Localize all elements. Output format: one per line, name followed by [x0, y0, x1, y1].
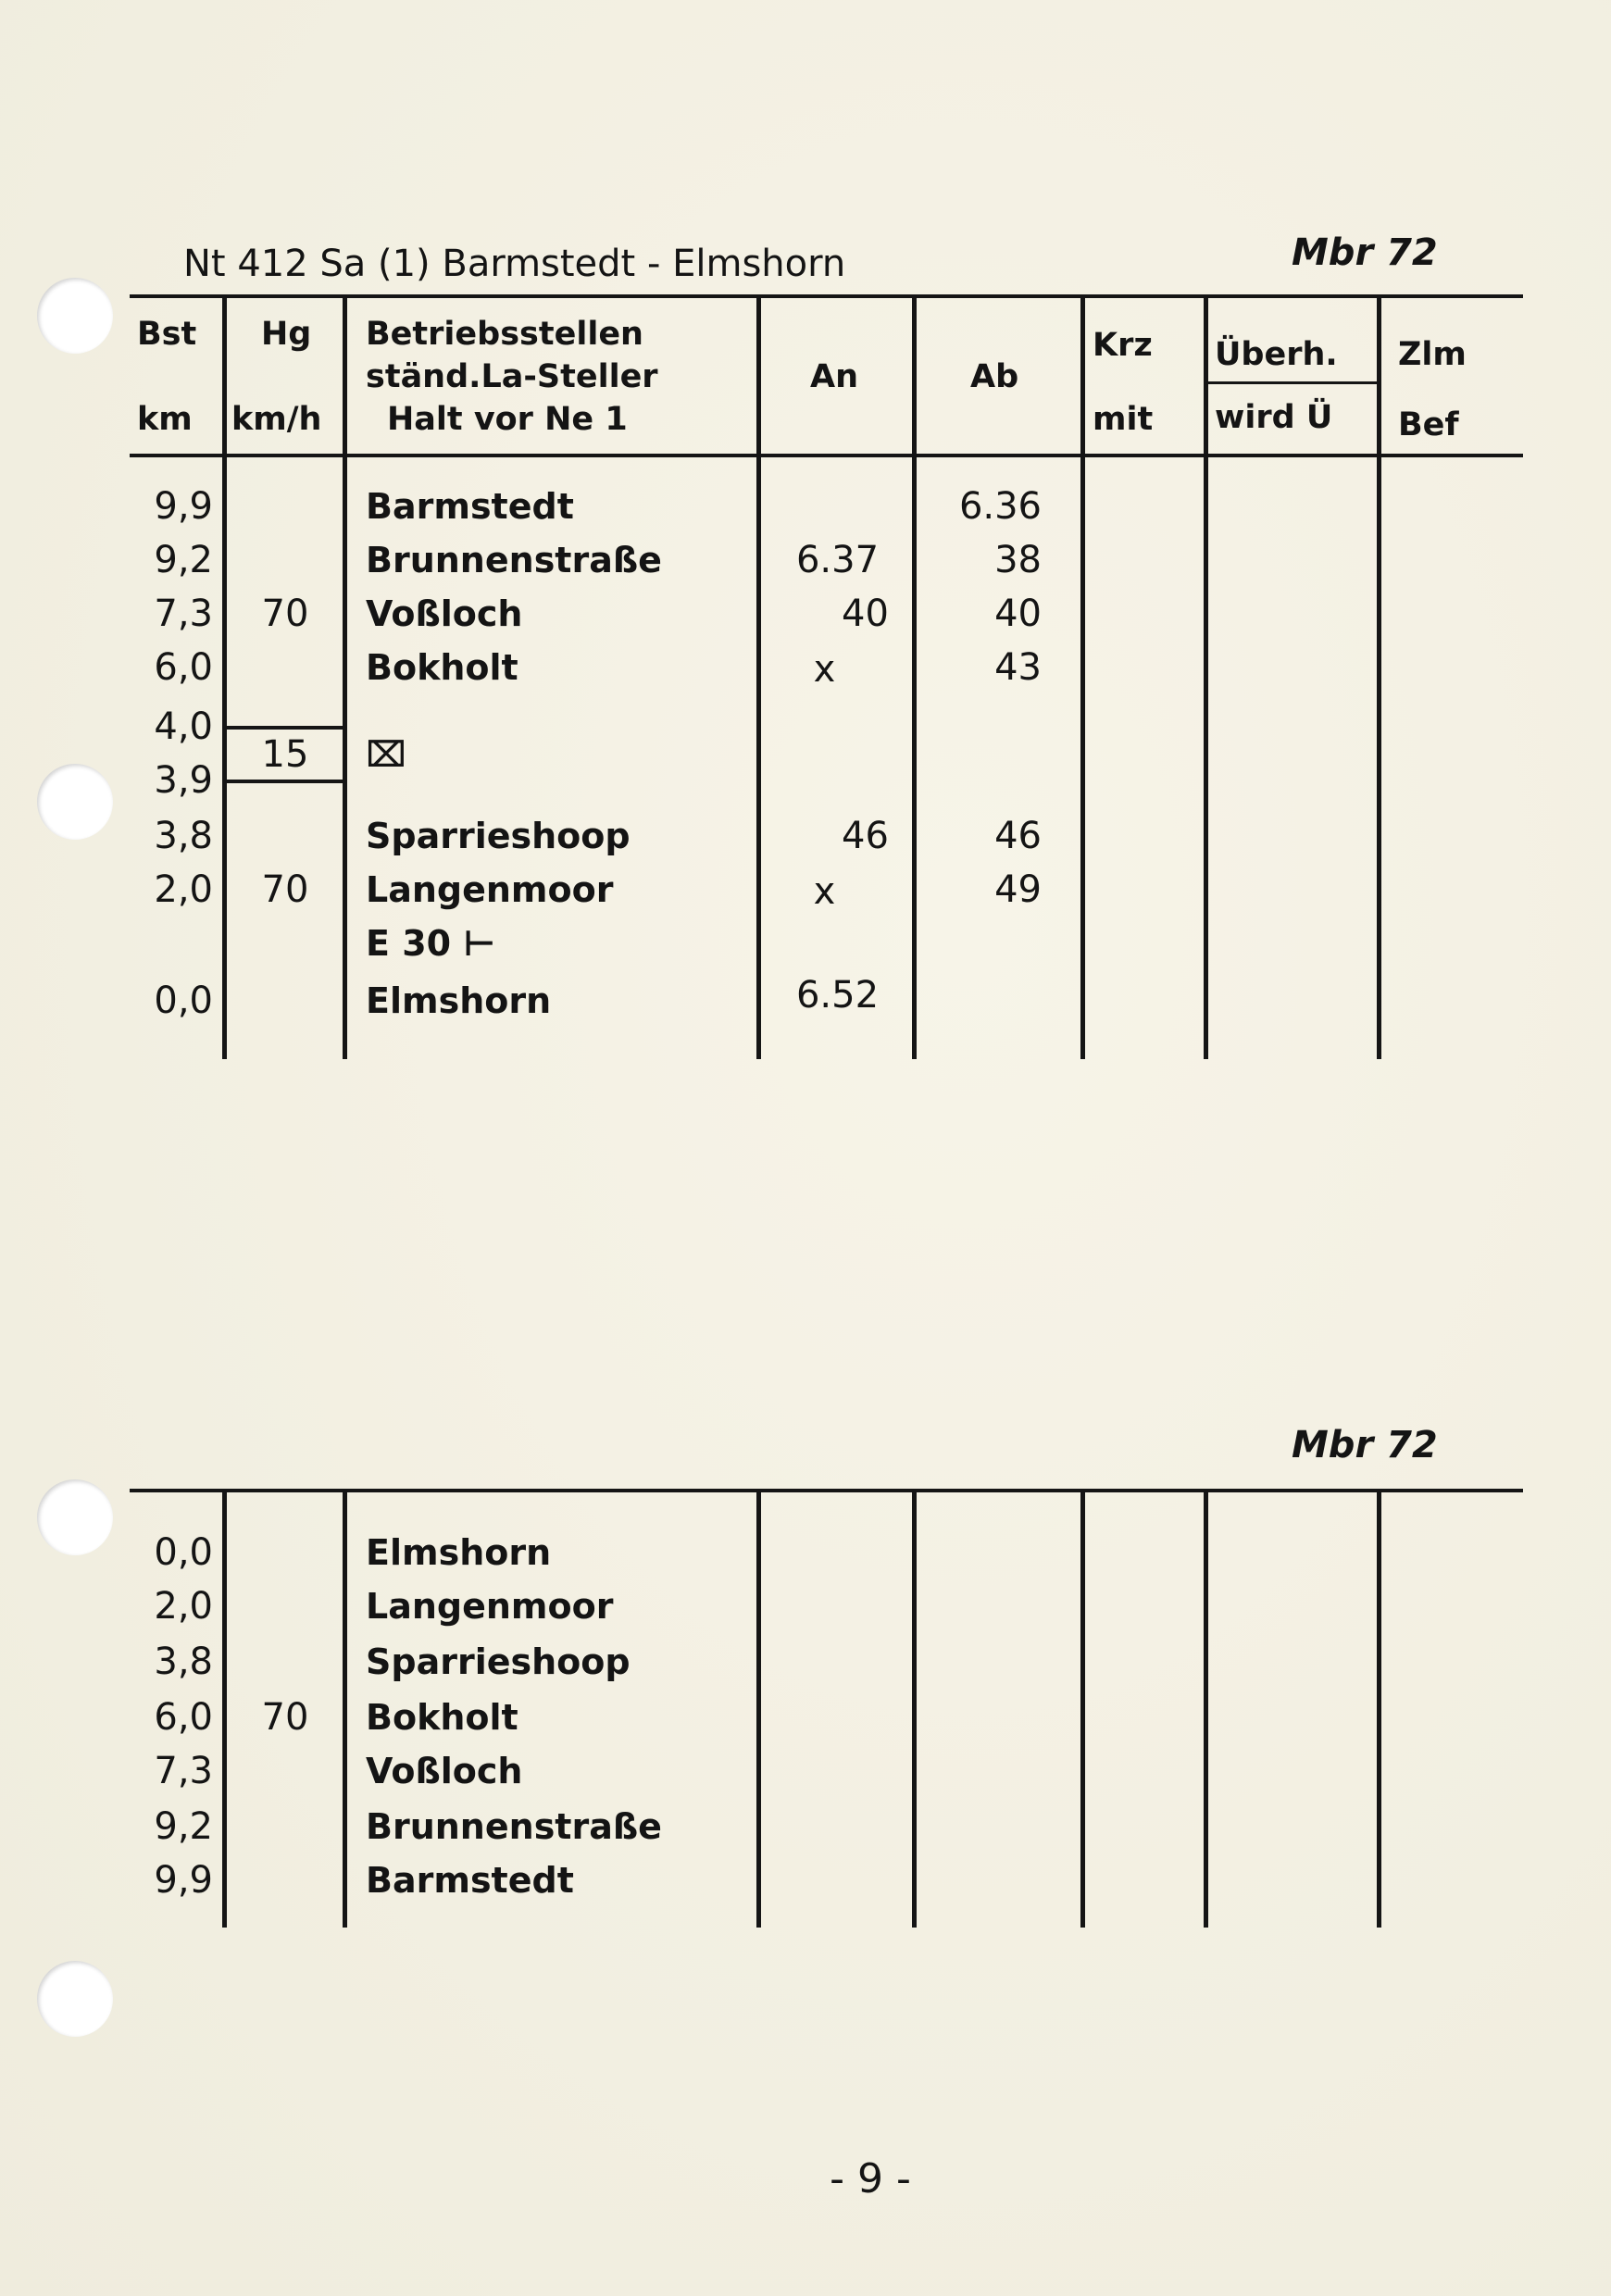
km-cell: 3,9: [154, 759, 213, 802]
departure-time: 40: [994, 593, 1042, 635]
hg-cell: 70: [261, 593, 309, 635]
header-ab: Ab: [970, 358, 1019, 395]
hg-cell: 70: [261, 868, 309, 911]
arrival-time: x: [813, 648, 836, 691]
departure-time: 46: [994, 815, 1042, 857]
header-hg-unit: km/h: [231, 401, 322, 438]
col-divider: [1080, 298, 1085, 1059]
uberh-divider: [1208, 381, 1380, 384]
arrival-time: 6.52: [795, 974, 880, 1017]
station-name: Sparrieshoop: [366, 816, 631, 856]
km-cell: 3,8: [154, 815, 213, 857]
station-name: Voßloch: [366, 593, 523, 634]
km-cell: 6,0: [154, 646, 213, 689]
km-cell: 2,0: [154, 868, 213, 911]
arrival-time: x: [813, 870, 836, 913]
km-cell: 0,0: [154, 980, 213, 1022]
station-name: Bokholt: [366, 1697, 518, 1738]
arrival-time: 6.37: [795, 539, 880, 581]
mbr-label: Mbr 72: [1292, 231, 1438, 274]
header-halt-vor: Halt vor Ne 1: [387, 401, 628, 438]
mbr-label: Mbr 72: [1292, 1424, 1438, 1466]
station-name: Elmshorn: [366, 1532, 552, 1573]
km-cell: 6,0: [154, 1696, 213, 1739]
col-divider: [222, 1492, 227, 1928]
station-name: Barmstedt: [366, 1860, 574, 1901]
header-zlm: Zlm: [1398, 336, 1467, 373]
speed-limit-15: 15: [261, 733, 309, 776]
km-cell: 0,0: [154, 1531, 213, 1574]
header-krz-mit: mit: [1093, 401, 1154, 438]
station-name: Langenmoor: [366, 869, 614, 910]
hg-cell: 70: [261, 1696, 309, 1739]
col-divider: [1204, 1492, 1208, 1928]
departure-time: 49: [994, 868, 1042, 911]
km-cell: 9,2: [154, 1805, 213, 1848]
station-name: Voßloch: [366, 1751, 523, 1791]
header-krz: Krz: [1093, 327, 1153, 364]
header-hg: Hg: [261, 316, 312, 353]
header-an: An: [810, 358, 859, 395]
punch-hole: [37, 1479, 113, 1555]
km-cell: 7,3: [154, 1750, 213, 1792]
station-name: Brunnenstraße: [366, 540, 662, 580]
signal-e30: E 30 ⊢: [366, 923, 496, 964]
header-rule-bottom: [130, 454, 1523, 457]
punch-hole: [37, 278, 113, 354]
header-bef: Bef: [1398, 406, 1459, 443]
station-name: Barmstedt: [366, 486, 574, 527]
col-divider: [343, 1492, 347, 1928]
km-cell: 9,2: [154, 539, 213, 581]
km-cell: 3,8: [154, 1641, 213, 1683]
level-crossing-symbol: ⌧: [366, 734, 406, 775]
km-cell: 9,9: [154, 485, 213, 528]
header-wird-u: wird Ü: [1215, 399, 1333, 436]
header-uberh: Überh.: [1215, 336, 1338, 373]
col-divider: [343, 298, 347, 1059]
col-divider: [222, 298, 227, 1059]
departure-time: 6.36: [958, 485, 1042, 528]
station-name: Brunnenstraße: [366, 1806, 662, 1847]
table-rule-top: [130, 1489, 1523, 1492]
km-cell: 4,0: [154, 705, 213, 748]
station-name: Elmshorn: [366, 980, 552, 1021]
departure-time: 43: [994, 646, 1042, 689]
punch-hole: [37, 764, 113, 840]
col-divider: [1204, 298, 1208, 1059]
header-bst: Bst: [137, 316, 197, 353]
departure-time: 38: [994, 539, 1042, 581]
station-name: Langenmoor: [366, 1586, 614, 1627]
col-divider: [1080, 1492, 1085, 1928]
timetable-title: Nt 412 Sa (1) Barmstedt - Elmshorn: [183, 243, 846, 285]
punch-hole: [37, 1961, 113, 2037]
col-divider: [912, 1492, 917, 1928]
header-la-steller: ständ.La-Steller: [366, 358, 658, 395]
km-cell: 7,3: [154, 593, 213, 635]
km-cell: 9,9: [154, 1859, 213, 1902]
page-number: - 9 -: [830, 2155, 911, 2202]
arrival-time: 40: [842, 593, 889, 635]
col-divider: [1377, 1492, 1381, 1928]
col-divider: [1377, 298, 1381, 1059]
col-divider: [756, 1492, 761, 1928]
table-rule-top: [130, 294, 1523, 298]
km-cell: 2,0: [154, 1585, 213, 1628]
header-bst-unit: km: [137, 401, 193, 438]
header-betriebsstellen: Betriebsstellen: [366, 316, 643, 353]
station-name: Sparrieshoop: [366, 1641, 631, 1682]
arrival-time: 46: [842, 815, 889, 857]
station-name: Bokholt: [366, 647, 518, 688]
